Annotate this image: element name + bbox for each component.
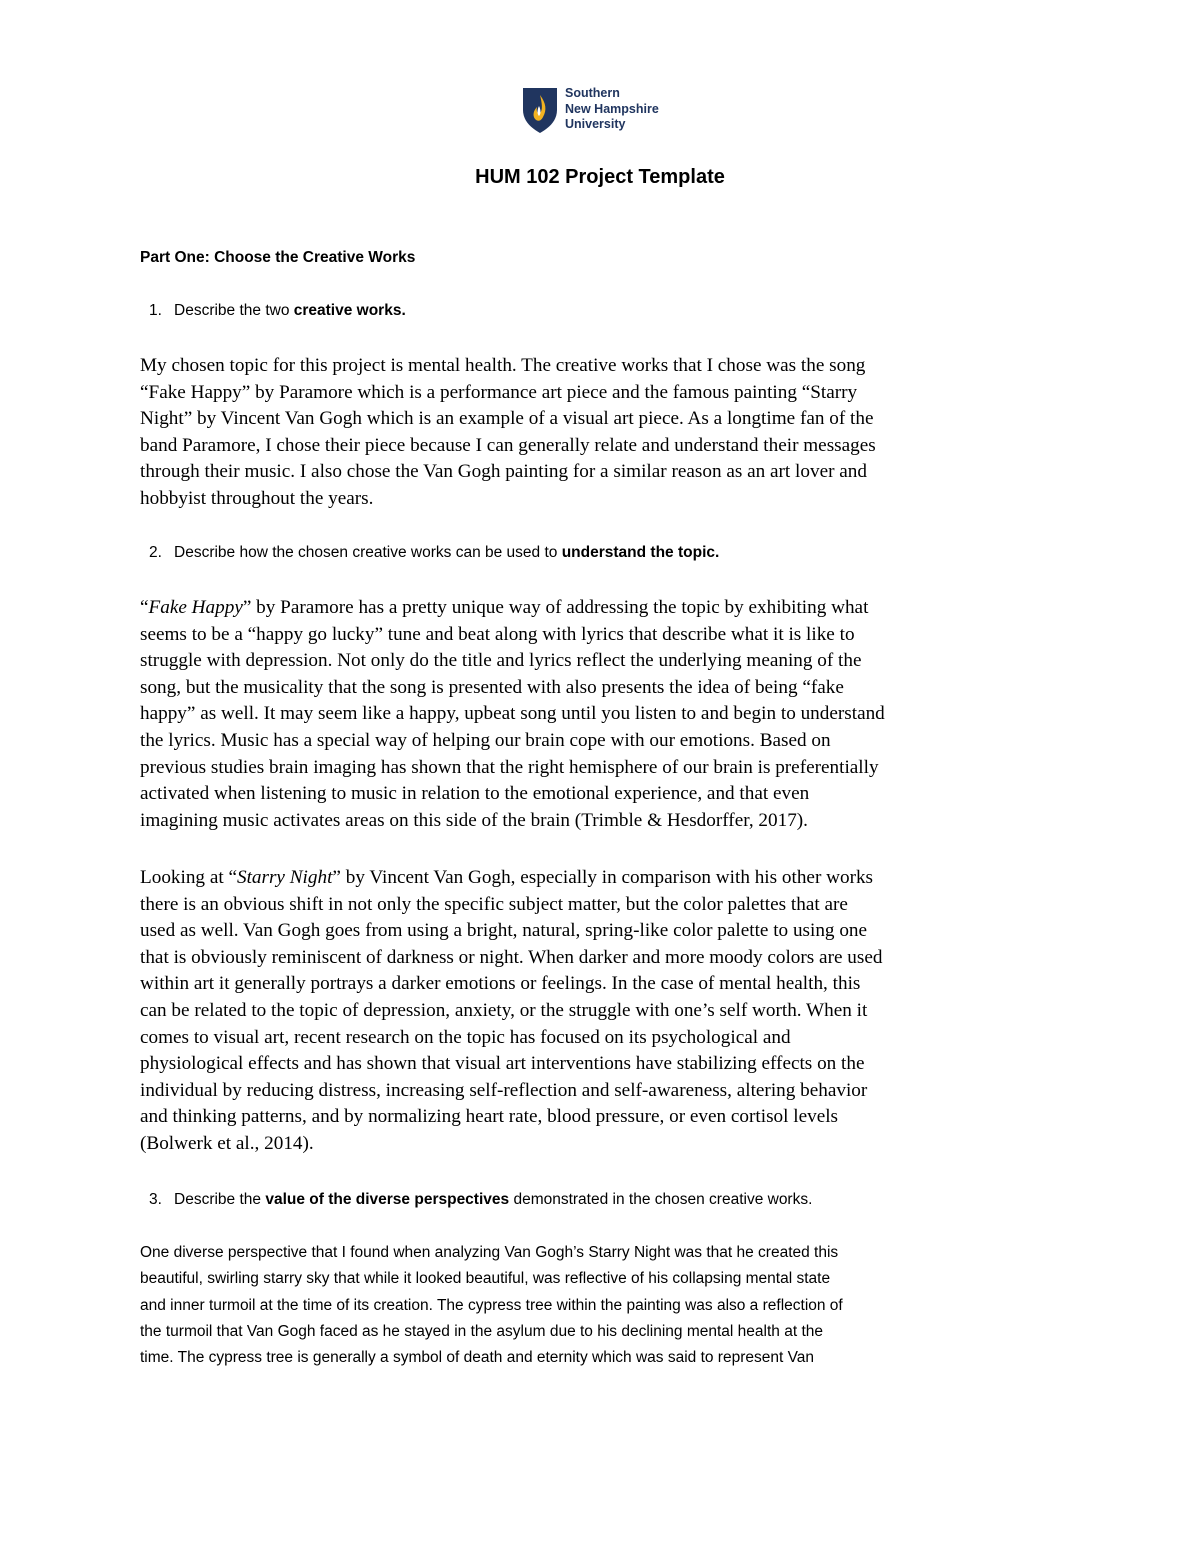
paragraph-line: imagining music activates areas on this side of the brain (Trimble & Hesdorffer, 2017). (140, 809, 808, 831)
paragraph-line: song, but the musicality that the song is presented with also presents the idea of being “fake (140, 676, 844, 698)
paragraph-line: and inner turmoil at the time of its creation. The cypress tree within the painting was also a reflection of (140, 1296, 843, 1314)
work-title: Starry Night (236, 867, 333, 888)
paragraph-line: My chosen topic for this project is mental health. The creative works that I chose was the song (140, 355, 866, 376)
question-text: . (715, 544, 720, 561)
question-text: demonstrated in the chosen creative works. (509, 1191, 813, 1208)
document-title: HUM 102 Project Template (475, 166, 725, 188)
paragraph-line (140, 595, 1070, 622)
paragraph-line: time. The cypress tree is generally a symbol of death and eternity which was said to represent Van (140, 1349, 815, 1367)
question-number: 1. (149, 302, 162, 319)
snhu-shield-flame-icon (521, 86, 559, 134)
paragraph-line: individual by reducing distress, increasing self-reflection and self-awareness, altering behavior (140, 1079, 868, 1101)
paragraph-line: physiological effects and has shown that visual art interventions have stabilizing effects on the (140, 1053, 865, 1075)
logo-line: Southern (565, 86, 620, 100)
answer-3-paragraph (140, 1240, 1070, 1371)
question-text: . (401, 302, 406, 319)
question-text: Describe the two (174, 302, 294, 319)
question-emphasis: value of the diverse perspectives (265, 1191, 510, 1208)
open-quote: “ (140, 597, 149, 618)
question-emphasis: creative works (293, 302, 402, 319)
paragraph-line: band Paramore, I chose their piece because I can generally relate and understand their messages (140, 434, 876, 456)
university-logo (521, 86, 691, 134)
logo-line: University (565, 117, 626, 131)
paragraph-line: through their music. I also chose the Van Gogh painting for a similar reason as an art lover and (140, 461, 867, 483)
paragraph-line: comes to visual art, recent research on the topic has focused on its psychological and (140, 1026, 791, 1048)
paragraph-line: used as well. Van Gogh goes from using a bright, natural, spring-like color palette to using one (140, 920, 868, 942)
work-title: Fake Happy (148, 597, 243, 618)
paragraph-line (140, 865, 1070, 892)
paragraph-line: previous studies brain imaging has shown that the right hemisphere of our brain is preferentially (140, 756, 879, 778)
question-3 (149, 1190, 813, 1210)
paragraph-line: One diverse perspective that I found when analyzing Van Gogh’s Starry Night was that he created this (140, 1244, 839, 1261)
paragraph-line: struggle with depression. Not only do the title and lyrics reflect the underlying meaning of the (140, 650, 862, 672)
line-text: Looking at “ (140, 867, 237, 888)
question-text: Describe how the chosen creative works can be used to (174, 544, 562, 561)
paragraph-line: “Fake Happy” by Paramore which is a performance art piece and the famous painting “Starry (140, 381, 858, 403)
question-number: 2. (149, 544, 162, 561)
paragraph-line: the turmoil that Van Gogh faced as he stayed in the asylum due to his declining mental health at the (140, 1322, 823, 1340)
paragraph-line: hobbyist throughout the years. (140, 487, 374, 509)
question-emphasis: understand the topic (561, 544, 716, 561)
answer-2-paragraph-starry-night (140, 865, 1070, 1158)
paragraph-line: beautiful, swirling starry sky that while it looked beautiful, was reflective of his collapsing mental state (140, 1270, 831, 1288)
line-text: ” by Paramore has a pretty unique way of addressing the topic by exhibiting what (242, 597, 869, 618)
paragraph-line: happy” as well. It may seem like a happy, upbeat song until you listen to and begin to understand (140, 703, 885, 725)
question-2 (149, 543, 720, 563)
part-one-heading: Part One: Choose the Creative Works (140, 249, 416, 266)
question-1 (149, 301, 406, 321)
paragraph-line: that is obviously reminiscent of darkness or night. When darker and more moody colors are used (140, 946, 883, 968)
line-text: ” by Vincent Van Gogh, especially in comparison with his other works (332, 867, 874, 888)
paragraph-line: can be related to the topic of depression, anxiety, or the struggle with one’s self worth. When it (140, 999, 868, 1021)
paragraph-line: seems to be a “happy go lucky” tune and beat along with lyrics that describe what it is like to (140, 623, 855, 645)
question-number: 3. (149, 1191, 162, 1208)
paragraph-line: within art it generally portrays a darker emotions or feelings. In the case of mental health, this (140, 973, 861, 995)
paragraph-line: activated when listening to music in relation to the emotional experience, and that even (140, 783, 810, 805)
paragraph-line: and thinking patterns, and by normalizing heart rate, blood pressure, or even cortisol levels (140, 1106, 839, 1128)
paragraph-line: Night” by Vincent Van Gogh which is an example of a visual art piece. As a longtime fan of the (140, 408, 874, 430)
answer-1-paragraph (140, 353, 1070, 513)
paragraph-line: the lyrics. Music has a special way of helping our brain cope with our emotions. Based on (140, 729, 831, 751)
answer-2-paragraph-fake-happy (140, 595, 1070, 834)
paragraph-line: (Bolwerk et al., 2014). (140, 1132, 314, 1154)
logo-line: New Hampshire (565, 101, 659, 116)
question-text: Describe the (174, 1191, 266, 1208)
paragraph-line: there is an obvious shift in not only the specific subject matter, but the color palettes that are (140, 893, 848, 915)
logo-wordmark (565, 86, 659, 133)
